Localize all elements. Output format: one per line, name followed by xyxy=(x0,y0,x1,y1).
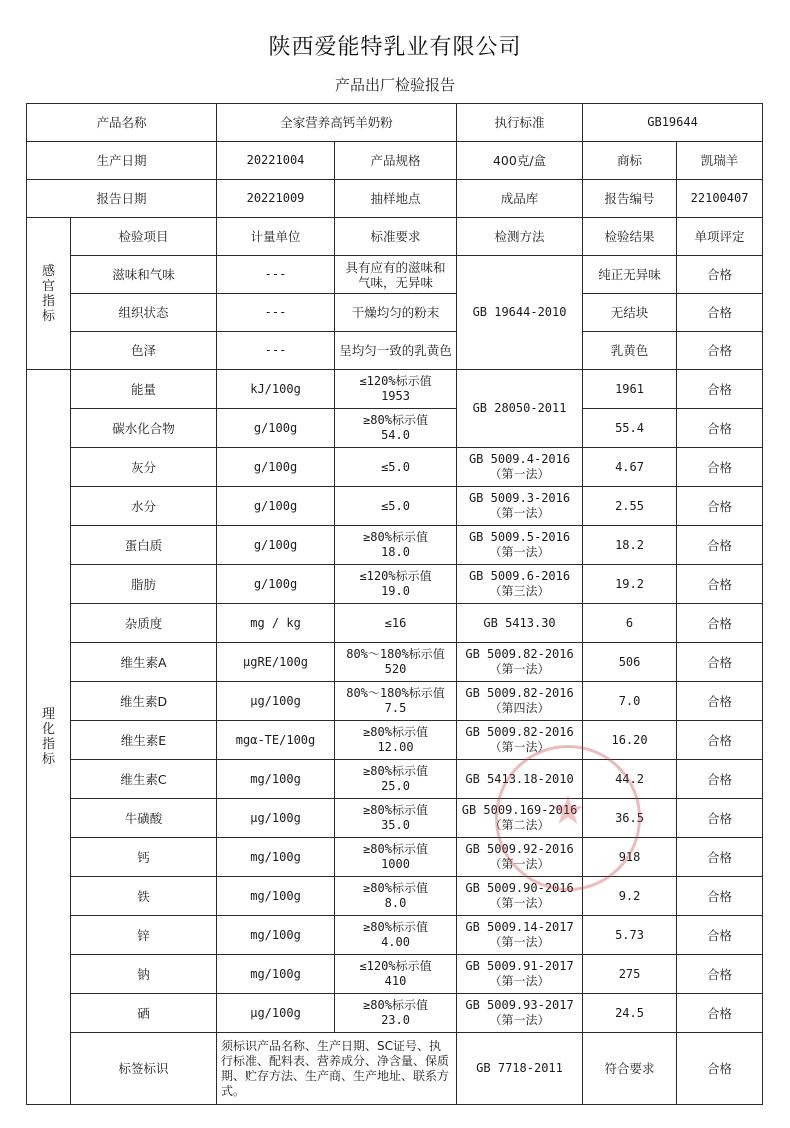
sample-place-label: 抽样地点 xyxy=(335,180,457,218)
result: 6 xyxy=(583,604,677,643)
requirement-line-2: 23.0 xyxy=(381,1013,410,1027)
method-line-1: GB 5009.169-2016 xyxy=(461,803,578,817)
column-header-verdict: 单项评定 xyxy=(677,218,763,256)
result: 19.2 xyxy=(583,565,677,604)
label-method: GB 7718-2011 xyxy=(457,1033,583,1105)
requirement xyxy=(335,526,457,565)
method-line-1: GB 5009.91-2017 xyxy=(465,959,574,973)
requirement xyxy=(335,682,457,721)
item-name: 色泽 xyxy=(71,332,217,370)
result: 5.73 xyxy=(583,916,677,955)
method-line-1: GB 5009.3-2016 xyxy=(468,491,571,505)
table-row xyxy=(27,955,763,994)
spec-value: 400克/盒 xyxy=(457,142,583,180)
unit: g/100g xyxy=(217,409,335,448)
requirement-line-2: 8.0 xyxy=(384,896,407,910)
result: 55.4 xyxy=(583,409,677,448)
method-line-2: （第二法） xyxy=(489,818,550,832)
table-row xyxy=(27,916,763,955)
table-row xyxy=(27,721,763,760)
unit: μg/100g xyxy=(217,994,335,1033)
category-sensory-char: 官 xyxy=(41,278,55,294)
table-row xyxy=(27,526,763,565)
method-line-2: （第一法） xyxy=(489,467,550,481)
result: 7.0 xyxy=(583,682,677,721)
method-line-1: GB 5413.30 xyxy=(483,615,556,630)
unit: --- xyxy=(217,294,335,332)
item-name: 维生素D xyxy=(71,682,217,721)
requirement-line-2: 35.0 xyxy=(381,818,410,832)
unit: mg/100g xyxy=(217,955,335,994)
method-line-2: （第一法） xyxy=(489,740,550,754)
method xyxy=(457,487,583,526)
requirement xyxy=(335,760,457,799)
method-energy: GB 28050-2011 xyxy=(457,370,583,448)
requirement-line-2: 1000 xyxy=(381,857,410,871)
table-row xyxy=(27,994,763,1033)
result: 918 xyxy=(583,838,677,877)
unit: mg/100g xyxy=(217,877,335,916)
requirement xyxy=(335,487,457,526)
method xyxy=(457,448,583,487)
item-name: 蛋白质 xyxy=(71,526,217,565)
result: 1961 xyxy=(583,370,677,409)
item-name: 能量 xyxy=(71,370,217,409)
method-line-2: （第一法） xyxy=(489,1013,550,1027)
method xyxy=(457,565,583,604)
requirement-line-1: ≥80%标示值 xyxy=(363,413,428,427)
item-name: 水分 xyxy=(71,487,217,526)
method-line-1: GB 5009.82-2016 xyxy=(465,725,574,739)
result: 乳黄色 xyxy=(583,332,677,370)
item-name: 锌 xyxy=(71,916,217,955)
method xyxy=(457,643,583,682)
unit: --- xyxy=(217,332,335,370)
requirement-line-1: ≥80%标示值 xyxy=(363,920,428,934)
unit: mgα-TE/100g xyxy=(217,721,335,760)
requirement-line-2: 54.0 xyxy=(381,428,410,442)
method-line-2: （第三法） xyxy=(489,584,550,598)
method-line-1: GB 5413.18-2010 xyxy=(465,771,574,786)
verdict: 合格 xyxy=(677,370,763,409)
item-name: 维生素E xyxy=(71,721,217,760)
category-sensory-char: 感 xyxy=(41,263,55,279)
report-title: 产品出厂检验报告 xyxy=(334,76,455,94)
requirement-line-2: 410 xyxy=(384,974,407,988)
requirement xyxy=(335,448,457,487)
requirement-line-1: 80%～180%标示值 xyxy=(346,647,445,661)
report-date-label: 报告日期 xyxy=(27,180,217,218)
requirement-line-2: 7.5 xyxy=(384,701,407,715)
standard-label: 执行标准 xyxy=(457,104,583,142)
requirement-line-2: 520 xyxy=(384,662,407,676)
verdict: 合格 xyxy=(677,955,763,994)
report-no-label: 报告编号 xyxy=(583,180,677,218)
category-physchem-char: 化 xyxy=(41,722,55,737)
result: 44.2 xyxy=(583,760,677,799)
result: 9.2 xyxy=(583,877,677,916)
table-row xyxy=(27,370,763,409)
requirement xyxy=(335,370,457,409)
table-row xyxy=(27,643,763,682)
label-row xyxy=(27,1033,763,1105)
method-line-1: GB 5009.93-2017 xyxy=(465,998,574,1012)
requirement-line-1: ≥80%标示值 xyxy=(363,530,428,544)
requirement xyxy=(335,565,457,604)
verdict: 合格 xyxy=(677,526,763,565)
table-row xyxy=(27,682,763,721)
requirement-line-1: ≤120%标示值 xyxy=(359,959,432,973)
spec-label: 产品规格 xyxy=(335,142,457,180)
method-line-1: GB 5009.82-2016 xyxy=(465,686,574,700)
column-header-result: 检验结果 xyxy=(583,218,677,256)
requirement xyxy=(335,643,457,682)
label-verdict: 合格 xyxy=(677,1033,763,1105)
item-name: 碳水化合物 xyxy=(71,409,217,448)
requirement xyxy=(335,256,457,294)
category-sensory-char: 指 xyxy=(41,293,55,309)
result: 18.2 xyxy=(583,526,677,565)
method xyxy=(457,838,583,877)
requirement xyxy=(335,877,457,916)
requirement-line-2: 12.00 xyxy=(377,740,414,754)
requirement-line-1: ≤5.0 xyxy=(381,459,410,474)
prod-date-value: 20221004 xyxy=(217,142,335,180)
requirement-line-1: ≥80%标示值 xyxy=(363,764,428,778)
table-row xyxy=(27,838,763,877)
verdict: 合格 xyxy=(677,838,763,877)
requirement-line-1: 呈均匀一致的乳黄色 xyxy=(339,343,452,358)
requirement xyxy=(335,916,457,955)
column-header-method: 检测方法 xyxy=(457,218,583,256)
sample-place-value: 成品库 xyxy=(457,180,583,218)
result: 275 xyxy=(583,955,677,994)
method-line-2: （第一法） xyxy=(489,506,550,520)
verdict: 合格 xyxy=(677,409,763,448)
verdict: 合格 xyxy=(677,565,763,604)
report-date-value: 20221009 xyxy=(217,180,335,218)
requirement xyxy=(335,799,457,838)
table-row xyxy=(27,256,763,294)
column-header-row xyxy=(27,218,763,256)
method xyxy=(457,760,583,799)
unit: g/100g xyxy=(217,565,335,604)
method xyxy=(457,721,583,760)
requirement xyxy=(335,294,457,332)
verdict: 合格 xyxy=(677,760,763,799)
verdict: 合格 xyxy=(677,682,763,721)
method-line-1: GB 5009.5-2016 xyxy=(468,530,571,544)
company-name: 陕西爱能特乳业有限公司 xyxy=(268,35,522,60)
result: 4.67 xyxy=(583,448,677,487)
category-physchem-char: 标 xyxy=(41,752,55,767)
info-row-production xyxy=(27,142,763,180)
requirement-line-1: ≥80%标示值 xyxy=(363,842,428,856)
report-no-value: 22100407 xyxy=(677,180,763,218)
method-line-1: GB 5009.4-2016 xyxy=(468,452,571,466)
unit: g/100g xyxy=(217,448,335,487)
unit: kJ/100g xyxy=(217,370,335,409)
requirement-line-1: ≤120%标示值 xyxy=(359,569,432,583)
unit: μgRE/100g xyxy=(217,643,335,682)
requirement xyxy=(335,332,457,370)
method-line-2: （第一法） xyxy=(489,974,550,988)
unit: mg / kg xyxy=(217,604,335,643)
verdict: 合格 xyxy=(677,916,763,955)
requirement xyxy=(335,838,457,877)
item-name: 滋味和气味 xyxy=(71,256,217,294)
method-line-2: （第一法） xyxy=(489,935,550,949)
category-sensory xyxy=(27,218,71,370)
item-name: 钙 xyxy=(71,838,217,877)
result: 纯正无异味 xyxy=(583,256,677,294)
unit: μg/100g xyxy=(217,799,335,838)
method xyxy=(457,955,583,994)
method-line-2: （第一法） xyxy=(489,896,550,910)
item-name: 组织状态 xyxy=(71,294,217,332)
method xyxy=(457,604,583,643)
result: 2.55 xyxy=(583,487,677,526)
table-row xyxy=(27,487,763,526)
verdict: 合格 xyxy=(677,332,763,370)
item-name: 杂质度 xyxy=(71,604,217,643)
brand-label: 商标 xyxy=(583,142,677,180)
column-header-requirement: 标准要求 xyxy=(335,218,457,256)
requirement xyxy=(335,955,457,994)
table-row xyxy=(27,877,763,916)
method-sensory: GB 19644-2010 xyxy=(457,256,583,370)
requirement-line-1: ≥80%标示值 xyxy=(363,998,428,1012)
result: 506 xyxy=(583,643,677,682)
table-row xyxy=(27,409,763,448)
unit: μg/100g xyxy=(217,682,335,721)
requirement-line-1: 具有应有的滋味和 xyxy=(345,259,446,275)
requirement-line-2: 25.0 xyxy=(381,779,410,793)
table-row xyxy=(27,565,763,604)
label-item-name: 标签标识 xyxy=(71,1033,217,1105)
prod-date-label: 生产日期 xyxy=(27,142,217,180)
category-physchem xyxy=(27,370,71,1105)
requirement-line-1: ≤5.0 xyxy=(381,498,410,513)
verdict: 合格 xyxy=(677,256,763,294)
item-name: 脂肪 xyxy=(71,565,217,604)
method-line-1: GB 5009.92-2016 xyxy=(465,842,574,856)
method-line-2: （第一法） xyxy=(489,545,550,559)
result: 36.5 xyxy=(583,799,677,838)
requirement-line-1: ≥80%标示值 xyxy=(363,881,428,895)
requirement-line-1: 80%～180%标示值 xyxy=(346,686,445,700)
requirement-line-1: ≥80%标示值 xyxy=(363,725,428,739)
item-name: 硒 xyxy=(71,994,217,1033)
requirement xyxy=(335,409,457,448)
method-line-1: GB 5009.14-2017 xyxy=(465,920,574,934)
verdict: 合格 xyxy=(677,604,763,643)
table-row xyxy=(27,448,763,487)
table-row xyxy=(27,604,763,643)
item-name: 铁 xyxy=(71,877,217,916)
unit: mg/100g xyxy=(217,760,335,799)
verdict: 合格 xyxy=(677,994,763,1033)
item-name: 牛磺酸 xyxy=(71,799,217,838)
item-name: 灰分 xyxy=(71,448,217,487)
requirement-line-1: ≤16 xyxy=(384,615,407,630)
category-physchem-char: 理 xyxy=(41,707,55,722)
method-line-2: （第一法） xyxy=(489,662,550,676)
result: 16.20 xyxy=(583,721,677,760)
column-header-item: 检验项目 xyxy=(71,218,217,256)
method xyxy=(457,994,583,1033)
verdict: 合格 xyxy=(677,294,763,332)
unit: g/100g xyxy=(217,526,335,565)
requirement xyxy=(335,721,457,760)
verdict: 合格 xyxy=(677,643,763,682)
method-line-2: （第四法） xyxy=(489,701,550,715)
requirement xyxy=(335,604,457,643)
table-row xyxy=(27,332,763,370)
unit: g/100g xyxy=(217,487,335,526)
requirement xyxy=(335,994,457,1033)
table-row xyxy=(27,799,763,838)
table-row xyxy=(27,294,763,332)
requirement-line-2: 4.00 xyxy=(381,935,410,949)
method-line-1: GB 5009.6-2016 xyxy=(468,569,571,583)
product-name-value: 全家营养高钙羊奶粉 xyxy=(217,104,457,142)
verdict: 合格 xyxy=(677,487,763,526)
requirement-line-2: 气味，无异味 xyxy=(358,274,434,290)
unit: mg/100g xyxy=(217,838,335,877)
item-name: 维生素C xyxy=(71,760,217,799)
label-result: 符合要求 xyxy=(583,1033,677,1105)
inspection-table xyxy=(26,103,763,1105)
unit: --- xyxy=(217,256,335,294)
requirement-line-2: 19.0 xyxy=(381,584,410,598)
item-name: 维生素A xyxy=(71,643,217,682)
standard-value: GB19644 xyxy=(583,104,763,142)
method xyxy=(457,526,583,565)
verdict: 合格 xyxy=(677,721,763,760)
verdict: 合格 xyxy=(677,877,763,916)
category-sensory-char: 标 xyxy=(41,308,55,324)
product-name-label: 产品名称 xyxy=(27,104,217,142)
method xyxy=(457,916,583,955)
method-line-2: （第一法） xyxy=(489,857,550,871)
method xyxy=(457,682,583,721)
item-name: 钠 xyxy=(71,955,217,994)
requirement-line-1: ≥80%标示值 xyxy=(363,803,428,817)
unit: mg/100g xyxy=(217,916,335,955)
requirement-line-2: 1953 xyxy=(381,389,410,403)
verdict: 合格 xyxy=(677,799,763,838)
requirement-line-2: 18.0 xyxy=(381,545,410,559)
requirement-line-1: ≤120%标示值 xyxy=(359,374,432,388)
method-line-1: GB 5009.82-2016 xyxy=(465,647,574,661)
requirement-line-1: 干燥均匀的粉末 xyxy=(351,305,440,320)
brand-value: 凯瑞羊 xyxy=(677,142,763,180)
result: 无结块 xyxy=(583,294,677,332)
category-physchem-char: 指 xyxy=(41,737,55,752)
table-row xyxy=(27,760,763,799)
method xyxy=(457,877,583,916)
result: 24.5 xyxy=(583,994,677,1033)
method-line-1: GB 5009.90-2016 xyxy=(465,881,574,895)
info-row-product xyxy=(27,104,763,142)
method xyxy=(457,799,583,838)
label-requirement: 须标识产品名称、生产日期、SC证号、执行标准、配料表、营养成分、净含量、保质期、贮存方法、生产商、生产地址、联系方式。 xyxy=(217,1033,457,1105)
column-header-unit: 计量单位 xyxy=(217,218,335,256)
info-row-report xyxy=(27,180,763,218)
verdict: 合格 xyxy=(677,448,763,487)
